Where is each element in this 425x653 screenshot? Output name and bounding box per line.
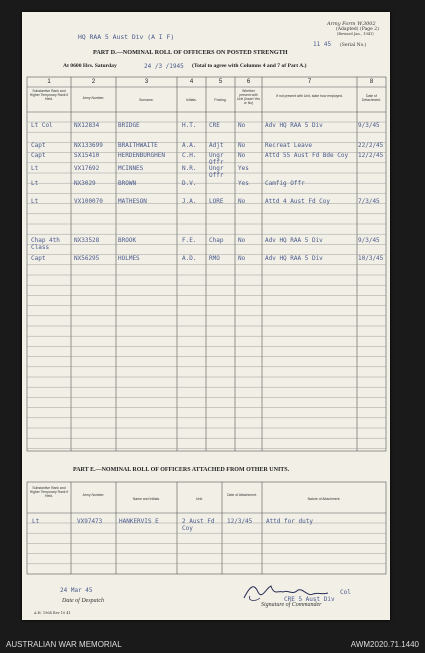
e-number: VX97473 (77, 518, 103, 525)
serial-label: (Serial No.) (340, 43, 367, 48)
row-6-number: VX100070 (74, 198, 103, 205)
total-note: (Total to agree with Columns 4 and 7 of Part A.) (192, 63, 307, 69)
row-1-date: 9/3/45 (358, 122, 380, 129)
row-3-number: SX15410 (74, 152, 100, 159)
e-head-unit: Unit. (196, 497, 203, 501)
row-5-rank: Lt (31, 180, 39, 187)
row-8-present: No (238, 255, 246, 262)
row-2-number: NX133699 (74, 142, 103, 149)
row-7-initials: F.E. (182, 237, 197, 244)
row-3-date: 12/2/45 (358, 152, 384, 159)
col-num-5: 5 (218, 79, 223, 85)
row-7-number: NX33528 (74, 237, 100, 244)
col-head-employed: If not present with Unit, state how employed. (276, 94, 343, 98)
e-head-nature: Nature of Attachment. (307, 497, 341, 501)
row-2-present: No (238, 142, 246, 149)
row-8-rank: Capt (31, 255, 46, 262)
row-5-initials: D.V. (182, 180, 197, 187)
e-nature: Attd for duty (266, 518, 313, 525)
row-8-surname: HOLMES (118, 255, 140, 262)
roll-date: 24 /3 /1945 (144, 63, 184, 70)
col-num-6: 6 (246, 79, 251, 85)
row-2-date: 22/2/45 (358, 142, 384, 149)
row-6-initials: J.A. (182, 198, 197, 205)
part-e-title: PART E.—NOMINAL ROLL OF OFFICERS ATTACHED FROM OTHER UNITS. (73, 467, 290, 473)
at-line: At 0600 Hrs. Saturday (63, 63, 117, 69)
row-6-surname: MATHESON (118, 198, 147, 205)
signature-title: CRE 5 Aust Div (284, 596, 335, 603)
row-1-number: NX12834 (74, 122, 100, 129)
row-2-employed: Recreat Leave (265, 142, 312, 149)
row-3-employed: Attd 55 Aust Fd Bde Coy (265, 152, 349, 159)
row-3-surname: HERDENBURGHEN (118, 152, 165, 159)
e-head-number: Army Number. (82, 493, 105, 497)
e-rank: Lt (32, 518, 40, 525)
row-6-employed: Attd 4 Aust Fd Coy (265, 198, 331, 205)
row-5-present: Yes (238, 180, 249, 187)
row-2-initials: A.A. (182, 142, 197, 149)
row-6-posting: LORE (209, 198, 224, 205)
row-7-surname: BROOK (118, 237, 137, 244)
row-8-number: NX56295 (74, 255, 100, 262)
col-head-number: Army Number. (82, 96, 105, 100)
row-2-surname: BRAITHWAITE (118, 142, 158, 149)
row-6-rank: Lt (31, 198, 39, 205)
col-head-rank: Substantive Rank and Higher Temporary Rank if Held. (29, 89, 69, 101)
e-unit: 2 Aust Fd Coy (182, 518, 215, 532)
despatch-label: Date of Despatch (62, 598, 104, 604)
col-head-posting: Posting. (214, 98, 227, 102)
col-num-1: 1 (47, 79, 51, 85)
row-7-posting: Chap (209, 237, 224, 244)
col-num-8: 8 (369, 79, 374, 85)
e-date: 12/3/45 (227, 518, 253, 525)
row-5-number: NX3029 (74, 180, 96, 187)
army-form: Army Form W.3002 (327, 21, 376, 27)
part-d-title: PART D.—NOMINAL ROLL OF OFFICERS ON POSTED STRENGTH (93, 49, 288, 56)
row-3-present: No (238, 152, 246, 159)
row-5-surname: BROWN (118, 180, 137, 187)
row-7-rank: Chap 4th Class (31, 237, 60, 251)
row-7-date: 9/3/45 (358, 237, 380, 244)
row-1-surname: BRIDGE (118, 122, 140, 129)
col-head-initials: Initials. (186, 98, 197, 102)
col-num-3: 3 (144, 79, 149, 85)
row-1-present: No (238, 122, 246, 129)
unit-name: HQ RAA 5 Aust Div (A I F) (78, 33, 175, 41)
row-8-posting: RMO (209, 255, 220, 262)
left-credit: AUSTRALIAN WAR MEMORIAL (6, 640, 122, 649)
row-2-rank: Capt (31, 142, 46, 149)
col-num-7: 7 (307, 79, 312, 85)
despatch-date: 24 Mar 45 (60, 587, 93, 594)
e-head-rank: Substantive Rank and Higher Temporary Rank if Held. (29, 486, 69, 498)
row-1-employed: Adv HQ RAA 5 Div (265, 122, 323, 129)
row-8-date: 10/3/45 (358, 255, 384, 262)
e-name: HANKERVIS E (119, 518, 159, 525)
row-2-posting: Adjt (209, 142, 224, 149)
adapted-label: (Adapted) (Page 2) (336, 27, 379, 32)
row-3-initials: C.H. (182, 152, 197, 159)
col-num-2: 2 (91, 79, 96, 85)
row-4-initials: N.R. (182, 165, 197, 172)
row-4-surname: MCINNES (118, 165, 144, 172)
col-head-date: Date of Detachment. (361, 94, 382, 102)
row-4-rank: Lt (31, 165, 39, 172)
row-5-employed: Camfig Offr (265, 180, 305, 187)
row-1-rank: Lt Col (31, 122, 53, 129)
signature-label: Signature of Commander (261, 602, 322, 608)
row-4-present: Yes (238, 165, 249, 172)
row-7-employed: Adv HQ RAA 5 Div (265, 237, 323, 244)
col-head-present: Whether present with Unit (Insert Yes or No) (237, 89, 260, 105)
row-1-initials: H.T. (182, 122, 197, 129)
row-3-rank: Capt (31, 152, 46, 159)
revised-label: (Revised Jan., 1941) (337, 32, 374, 36)
row-4-posting: Ungr Offr (209, 165, 224, 179)
row-1-posting: CRE (209, 122, 220, 129)
serial-value: 11 45 (313, 41, 332, 48)
right-credit: AWM2020.71.1440 (350, 640, 419, 649)
row-3-posting: Ungr Offr (209, 152, 224, 166)
row-6-date: 7/3/45 (358, 198, 380, 205)
row-6-present: No (238, 198, 246, 205)
col-head-surname: Surname. (139, 98, 154, 102)
row-4-number: VX17692 (74, 165, 100, 172)
row-7-present: No (238, 237, 246, 244)
row-8-initials: A.D. (182, 255, 197, 262)
col-num-4: 4 (189, 79, 194, 85)
row-8-employed: Adv HQ RAA 5 Div (265, 255, 323, 262)
print-code: A.H. 1964 Rev 10 41 (34, 611, 71, 615)
e-head-name: Name and Initials. (132, 497, 161, 501)
e-head-date: Date of Attachment. (227, 493, 257, 497)
signature-col: Col (340, 589, 351, 596)
